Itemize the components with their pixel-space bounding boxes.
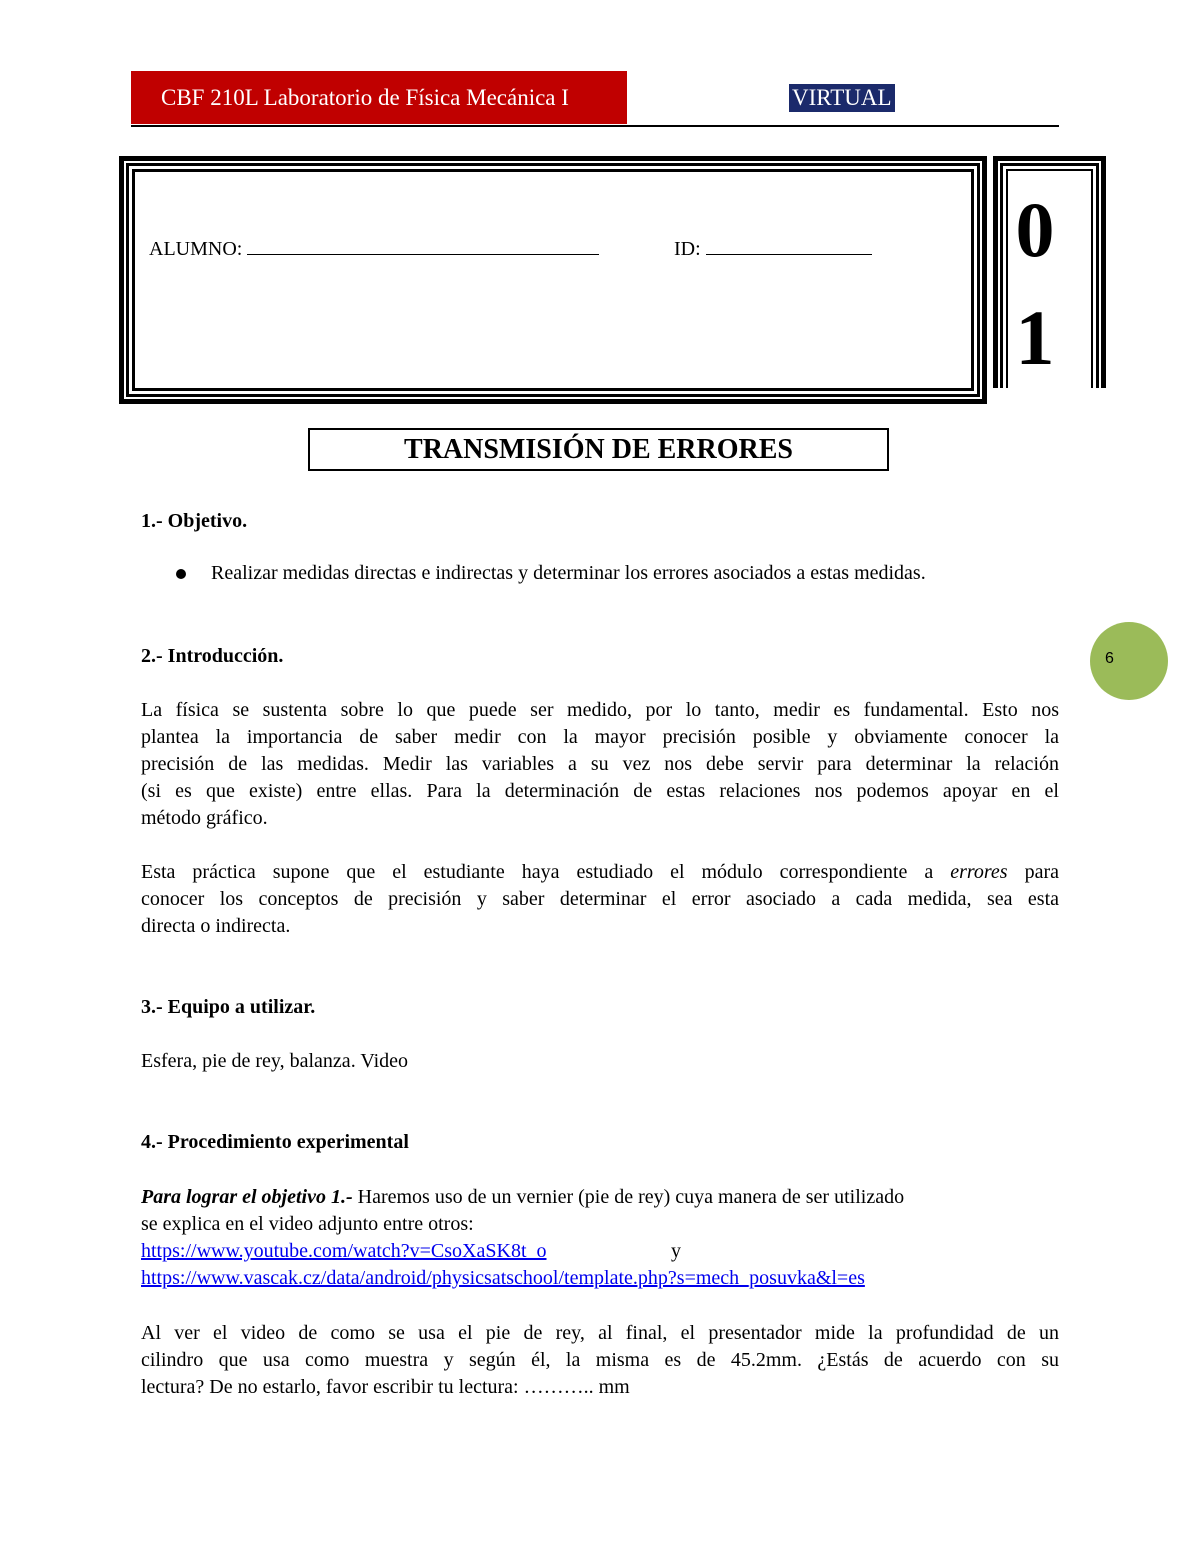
lab-number-digit-2: 1 xyxy=(1015,294,1055,381)
link-row-2 xyxy=(141,1265,865,1292)
id-field xyxy=(674,236,872,261)
intro-p1-line: plantea la importancia de saber medir con la mayor precisión posible y obviamente conocer la xyxy=(141,726,1059,748)
question-line: cilindro que usa como muestra y según él, la misma es de 45.2mm. ¿Estás de acuerdo con su xyxy=(141,1349,1059,1371)
intro-paragraph-2 xyxy=(141,859,1059,940)
procedimiento-lead-emphasis: Para lograr el objetivo 1.- xyxy=(141,1186,353,1208)
objetivo-bullet-text: Realizar medidas directas e indirectas y determinar los errores asociados a estas medidas. xyxy=(211,562,926,584)
alumno-field xyxy=(149,236,599,261)
heading-objetivo: 1.- Objetivo. xyxy=(141,510,248,532)
alumno-label: ALUMNO: xyxy=(149,238,243,260)
intro-paragraph-1 xyxy=(141,697,1059,832)
lab-number-digit-1: 0 xyxy=(1015,186,1055,273)
intro-p1-line: La física se sustenta sobre lo que puede ser medido, por lo tanto, medir es fundamental. Esto nos xyxy=(141,699,1059,721)
intro-p2-text: Esta práctica supone que el estudiante haya estudiado el módulo correspondiente a xyxy=(141,861,951,883)
intro-p2-line xyxy=(141,859,1059,886)
heading-introduccion: 2.- Introducción. xyxy=(141,645,284,667)
page-number: 6 xyxy=(1105,650,1114,667)
intro-p1-line: método gráfico. xyxy=(141,807,268,829)
page-number-badge xyxy=(1090,622,1168,700)
procedimiento-lead-text: Haremos uso de un vernier (pie de rey) cuya manera de ser utilizado xyxy=(352,1186,905,1208)
procedimiento-line-2: se explica en el video adjunto entre otros: xyxy=(141,1213,474,1235)
intro-p1-line: (si es que existe) entre ellas. Para la determinación de estas relaciones nos podemos apoyar en el xyxy=(141,780,1059,802)
procedimiento-lead xyxy=(141,1184,904,1211)
document-title: TRANSMISIÓN DE ERRORES xyxy=(308,428,889,471)
question-line: lectura? De no estarlo, favor escribir tu lectura: ……….. mm xyxy=(141,1376,630,1398)
equipo-text: Esfera, pie de rey, balanza. Video xyxy=(141,1050,409,1072)
course-title: CBF 210L Laboratorio de Física Mecánica I xyxy=(161,85,569,110)
bullet-icon xyxy=(176,569,186,579)
id-label: ID: xyxy=(674,238,701,260)
course-title-banner xyxy=(131,71,627,124)
question-line: Al ver el video de como se usa el pie de rey, al final, el presentador mide la profundidad de un xyxy=(141,1322,1059,1344)
id-input-line[interactable] xyxy=(706,236,872,255)
alumno-input-line[interactable] xyxy=(247,236,599,255)
intro-p1-line: precisión de las medidas. Medir las variables a su vez nos debe servir para determinar la relación xyxy=(141,753,1059,775)
link-row-1 xyxy=(141,1238,547,1265)
header-divider xyxy=(131,125,1059,127)
vascak-link[interactable]: https://www.vascak.cz/data/android/physicsatschool/template.php?s=mech_posuvka&l=es xyxy=(141,1267,865,1289)
heading-equipo: 3.- Equipo a utilizar. xyxy=(141,996,316,1018)
intro-p2-line: conocer los conceptos de precisión y saber determinar el error asociado a cada medida, sea esta xyxy=(141,888,1059,910)
student-box-inner-frame xyxy=(132,169,974,391)
intro-p2-line: directa o indirecta. xyxy=(141,915,291,937)
virtual-badge: VIRTUAL xyxy=(789,84,895,112)
heading-procedimiento: 4.- Procedimiento experimental xyxy=(141,1131,409,1153)
youtube-link[interactable]: https://www.youtube.com/watch?v=CsoXaSK8t_o xyxy=(141,1240,547,1262)
intro-p2-text: para xyxy=(1007,861,1059,883)
question-paragraph xyxy=(141,1320,1059,1401)
intro-p2-emphasis: errores xyxy=(950,861,1008,883)
link-connector: y xyxy=(671,1240,681,1262)
